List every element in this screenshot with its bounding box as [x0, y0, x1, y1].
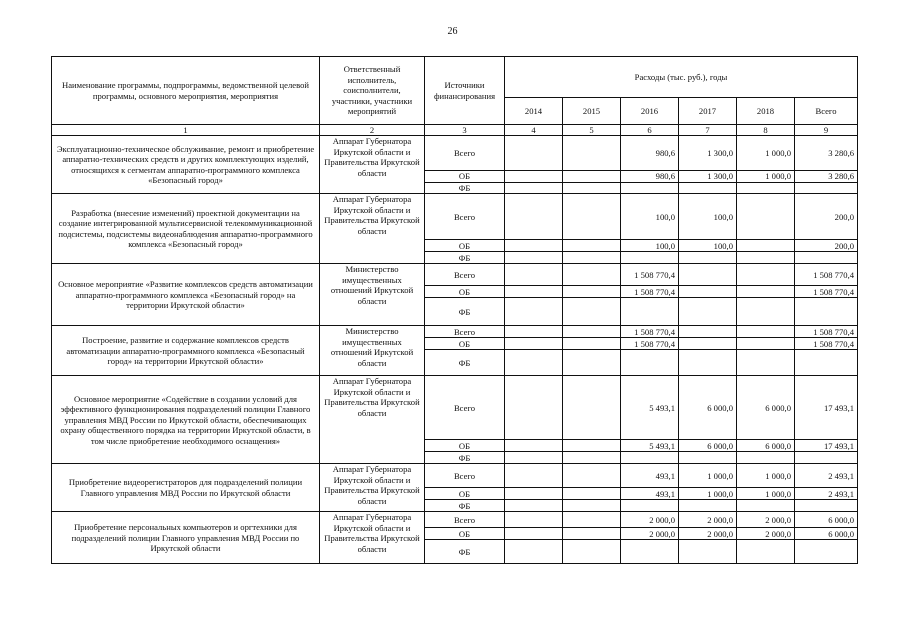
- expense-value: [505, 452, 563, 464]
- expense-value: [563, 488, 621, 500]
- expense-value: [563, 376, 621, 440]
- expense-value: 100,0: [679, 240, 737, 252]
- expense-value: [737, 338, 795, 350]
- measure-name: Приобретение персональных компьютеров и оргтехники для подразделений полиции Главного управления МВД России по Иркутской области: [52, 512, 320, 564]
- funding-source: ФБ: [425, 540, 505, 564]
- expense-value: [621, 298, 679, 326]
- expense-value: [505, 440, 563, 452]
- expense-value: [505, 136, 563, 171]
- header-year: 2017: [679, 98, 737, 125]
- expense-value: 1 508 770,4: [621, 326, 679, 338]
- expense-value: [505, 350, 563, 376]
- measure-name: Разработка (внесение изменений) проектной документации на создание интегрированной мультисервисной телекоммуникационной подсистемы, подсистемы видеонаблюдения аппаратно-программного комплекса «Безопасный город»: [52, 194, 320, 264]
- expense-value: 6 000,0: [737, 440, 795, 452]
- responsible-executor: Аппарат Губернатора Иркутской области и Правительства Иркутской области: [320, 464, 425, 512]
- expense-value: 2 000,0: [679, 512, 737, 528]
- expense-value: [505, 528, 563, 540]
- column-number: 9: [795, 125, 858, 136]
- expense-value: 5 493,1: [621, 440, 679, 452]
- expense-value: [737, 500, 795, 512]
- expense-value: [621, 252, 679, 264]
- total-value: 1 508 770,4: [795, 338, 858, 350]
- funding-source: ОБ: [425, 440, 505, 452]
- funding-source: ФБ: [425, 500, 505, 512]
- expense-value: [505, 376, 563, 440]
- expense-value: [679, 298, 737, 326]
- expense-value: [679, 350, 737, 376]
- total-value: [795, 540, 858, 564]
- expense-value: [737, 194, 795, 240]
- funding-source: Всего: [425, 136, 505, 171]
- expense-value: 1 300,0: [679, 171, 737, 182]
- header-name: Наименование программы, подпрограммы, ведомственной целевой программы, основного мероприятия, мероприятия: [52, 57, 320, 125]
- expense-value: [563, 171, 621, 182]
- expense-value: [505, 286, 563, 298]
- column-number: 3: [425, 125, 505, 136]
- funding-source: Всего: [425, 464, 505, 488]
- expense-value: 1 000,0: [679, 488, 737, 500]
- expense-value: 1 000,0: [737, 464, 795, 488]
- expense-value: [505, 488, 563, 500]
- expense-value: [505, 171, 563, 182]
- expense-value: 6 000,0: [737, 376, 795, 440]
- expense-value: [505, 194, 563, 240]
- expense-value: [621, 350, 679, 376]
- measure-name: Эксплуатационно-техническое обслуживание, ремонт и приобретение аппаратно-технических средств и других комплектующих изделий, относящихся к сегментам аппаратно-программного комплекса «Безопасный город»: [52, 136, 320, 194]
- header-year: 2015: [563, 98, 621, 125]
- expense-value: 100,0: [621, 194, 679, 240]
- expense-value: [679, 264, 737, 286]
- expense-value: [505, 240, 563, 252]
- expense-value: 980,6: [621, 136, 679, 171]
- total-value: [795, 298, 858, 326]
- total-value: 17 493,1: [795, 440, 858, 452]
- expense-value: [679, 540, 737, 564]
- funding-source: ФБ: [425, 298, 505, 326]
- table-row: [52, 464, 858, 488]
- expense-value: [563, 182, 621, 193]
- expense-value: 493,1: [621, 488, 679, 500]
- measure-name: Приобретение видеорегистраторов для подразделений полиции Главного управления МВД России по Иркутской области: [52, 464, 320, 512]
- responsible-executor: Аппарат Губернатора Иркутской области и Правительства Иркутской области: [320, 194, 425, 264]
- expense-value: [679, 286, 737, 298]
- total-value: [795, 350, 858, 376]
- header-source: Источники финансирования: [425, 57, 505, 125]
- expense-value: 2 000,0: [737, 512, 795, 528]
- table-row: [52, 376, 858, 440]
- header-year: 2016: [621, 98, 679, 125]
- total-value: [795, 252, 858, 264]
- funding-source: ОБ: [425, 338, 505, 350]
- expense-value: [563, 240, 621, 252]
- expense-value: [563, 452, 621, 464]
- expense-value: [563, 528, 621, 540]
- expense-value: 2 000,0: [621, 512, 679, 528]
- expense-value: 1 300,0: [679, 136, 737, 171]
- expense-value: 5 493,1: [621, 376, 679, 440]
- funding-source: Всего: [425, 194, 505, 240]
- expense-value: [621, 500, 679, 512]
- total-value: 17 493,1: [795, 376, 858, 440]
- table-row: [52, 326, 858, 338]
- total-value: [795, 500, 858, 512]
- column-number: 1: [52, 125, 320, 136]
- measure-name: Основное мероприятие «Развитие комплексов средств автоматизации аппаратно-программного комплекса «Безопасный город» на территории Иркутской области»: [52, 264, 320, 326]
- expense-value: 493,1: [621, 464, 679, 488]
- expense-value: [563, 194, 621, 240]
- page-number: 26: [447, 26, 458, 37]
- expense-value: [737, 240, 795, 252]
- total-value: 200,0: [795, 240, 858, 252]
- total-value: 200,0: [795, 194, 858, 240]
- expense-value: [505, 264, 563, 286]
- table-row: [52, 264, 858, 286]
- funding-source: ОБ: [425, 286, 505, 298]
- column-number: 4: [505, 125, 563, 136]
- total-value: 6 000,0: [795, 512, 858, 528]
- expense-value: [563, 338, 621, 350]
- expense-value: [563, 286, 621, 298]
- funding-source: ФБ: [425, 182, 505, 193]
- expense-value: [679, 452, 737, 464]
- expense-value: 2 000,0: [621, 528, 679, 540]
- expense-value: [679, 252, 737, 264]
- expense-value: [563, 298, 621, 326]
- header-expenses: Расходы (тыс. руб.), годы: [505, 57, 858, 98]
- expense-value: 2 000,0: [679, 528, 737, 540]
- expense-value: [505, 298, 563, 326]
- expense-value: [679, 182, 737, 193]
- total-value: 1 508 770,4: [795, 326, 858, 338]
- funding-source: ОБ: [425, 171, 505, 182]
- expense-value: 1 508 770,4: [621, 338, 679, 350]
- table-row: [52, 136, 858, 171]
- expense-value: [737, 286, 795, 298]
- expense-value: [737, 350, 795, 376]
- expense-value: [505, 500, 563, 512]
- responsible-executor: Министерство имущественных отношений Иркутской области: [320, 326, 425, 376]
- expense-value: [679, 338, 737, 350]
- expense-value: [505, 464, 563, 488]
- expense-value: 100,0: [679, 194, 737, 240]
- total-value: 1 508 770,4: [795, 286, 858, 298]
- expense-value: [621, 540, 679, 564]
- column-numbers-row: [52, 125, 858, 136]
- expense-value: [737, 298, 795, 326]
- column-number: 8: [737, 125, 795, 136]
- expense-value: [505, 512, 563, 528]
- funding-source: ФБ: [425, 452, 505, 464]
- expense-value: 1 000,0: [737, 488, 795, 500]
- expense-value: 1 000,0: [737, 136, 795, 171]
- expense-value: [563, 500, 621, 512]
- funding-source: Всего: [425, 326, 505, 338]
- expense-value: [563, 252, 621, 264]
- expense-value: [563, 512, 621, 528]
- table-row: [52, 194, 858, 240]
- funding-source: ФБ: [425, 350, 505, 376]
- total-value: 6 000,0: [795, 528, 858, 540]
- responsible-executor: Аппарат Губернатора Иркутской области и Правительства Иркутской области: [320, 136, 425, 194]
- expense-value: 1 000,0: [679, 464, 737, 488]
- funding-source: ОБ: [425, 488, 505, 500]
- header-total: Всего: [795, 98, 858, 125]
- expense-value: [563, 464, 621, 488]
- expense-value: [621, 452, 679, 464]
- responsible-executor: Министерство имущественных отношений Иркутской области: [320, 264, 425, 326]
- expense-value: 980,6: [621, 171, 679, 182]
- total-value: 1 508 770,4: [795, 264, 858, 286]
- expense-value: [563, 264, 621, 286]
- expense-value: [563, 136, 621, 171]
- expense-value: [737, 452, 795, 464]
- column-number: 7: [679, 125, 737, 136]
- expense-value: 100,0: [621, 240, 679, 252]
- table-row: [52, 512, 858, 528]
- header-year: 2014: [505, 98, 563, 125]
- expense-value: [505, 540, 563, 564]
- funding-source: ОБ: [425, 240, 505, 252]
- funding-source: Всего: [425, 512, 505, 528]
- column-number: 5: [563, 125, 621, 136]
- header-executor: Ответственный исполнитель, соисполнители, участники, участники мероприятий: [320, 57, 425, 125]
- expense-value: 1 000,0: [737, 171, 795, 182]
- expense-value: [621, 182, 679, 193]
- expense-value: [737, 264, 795, 286]
- responsible-executor: Аппарат Губернатора Иркутской области и Правительства Иркутской области: [320, 376, 425, 464]
- funding-source: Всего: [425, 264, 505, 286]
- expense-value: 6 000,0: [679, 440, 737, 452]
- funding-source: ОБ: [425, 528, 505, 540]
- total-value: [795, 182, 858, 193]
- column-number: 2: [320, 125, 425, 136]
- funding-source: ФБ: [425, 252, 505, 264]
- expense-value: [505, 252, 563, 264]
- expense-value: [505, 326, 563, 338]
- total-value: 2 493,1: [795, 488, 858, 500]
- responsible-executor: Аппарат Губернатора Иркутской области и Правительства Иркутской области: [320, 512, 425, 564]
- expense-value: [737, 326, 795, 338]
- expense-value: [563, 326, 621, 338]
- measure-name: Основное мероприятие «Содействие в создании условий для эффективного функционирования подразделений полиции Главного управления МВД России по Иркутской области, обеспечивающих охрану общественного порядка на территории Иркутской области, в том числе приобретение необходимого оснащения»: [52, 376, 320, 464]
- expense-value: [737, 252, 795, 264]
- measure-name: Построение, развитие и содержание комплексов средств автоматизации аппаратно-программного комплекса «Безопасный город» на территории Иркутской области»: [52, 326, 320, 376]
- total-value: 2 493,1: [795, 464, 858, 488]
- expense-value: [679, 500, 737, 512]
- expense-value: [737, 182, 795, 193]
- expense-value: [563, 540, 621, 564]
- total-value: [795, 452, 858, 464]
- total-value: 3 280,6: [795, 136, 858, 171]
- expense-value: 1 508 770,4: [621, 264, 679, 286]
- expense-value: 6 000,0: [679, 376, 737, 440]
- header-year: 2018: [737, 98, 795, 125]
- expense-value: [563, 440, 621, 452]
- expense-value: [563, 350, 621, 376]
- expense-value: [737, 540, 795, 564]
- expense-value: [505, 182, 563, 193]
- expense-value: [679, 326, 737, 338]
- expense-value: 2 000,0: [737, 528, 795, 540]
- total-value: 3 280,6: [795, 171, 858, 182]
- expense-value: 1 508 770,4: [621, 286, 679, 298]
- column-number: 6: [621, 125, 679, 136]
- expense-value: [505, 338, 563, 350]
- funding-source: Всего: [425, 376, 505, 440]
- budget-table: [51, 56, 858, 564]
